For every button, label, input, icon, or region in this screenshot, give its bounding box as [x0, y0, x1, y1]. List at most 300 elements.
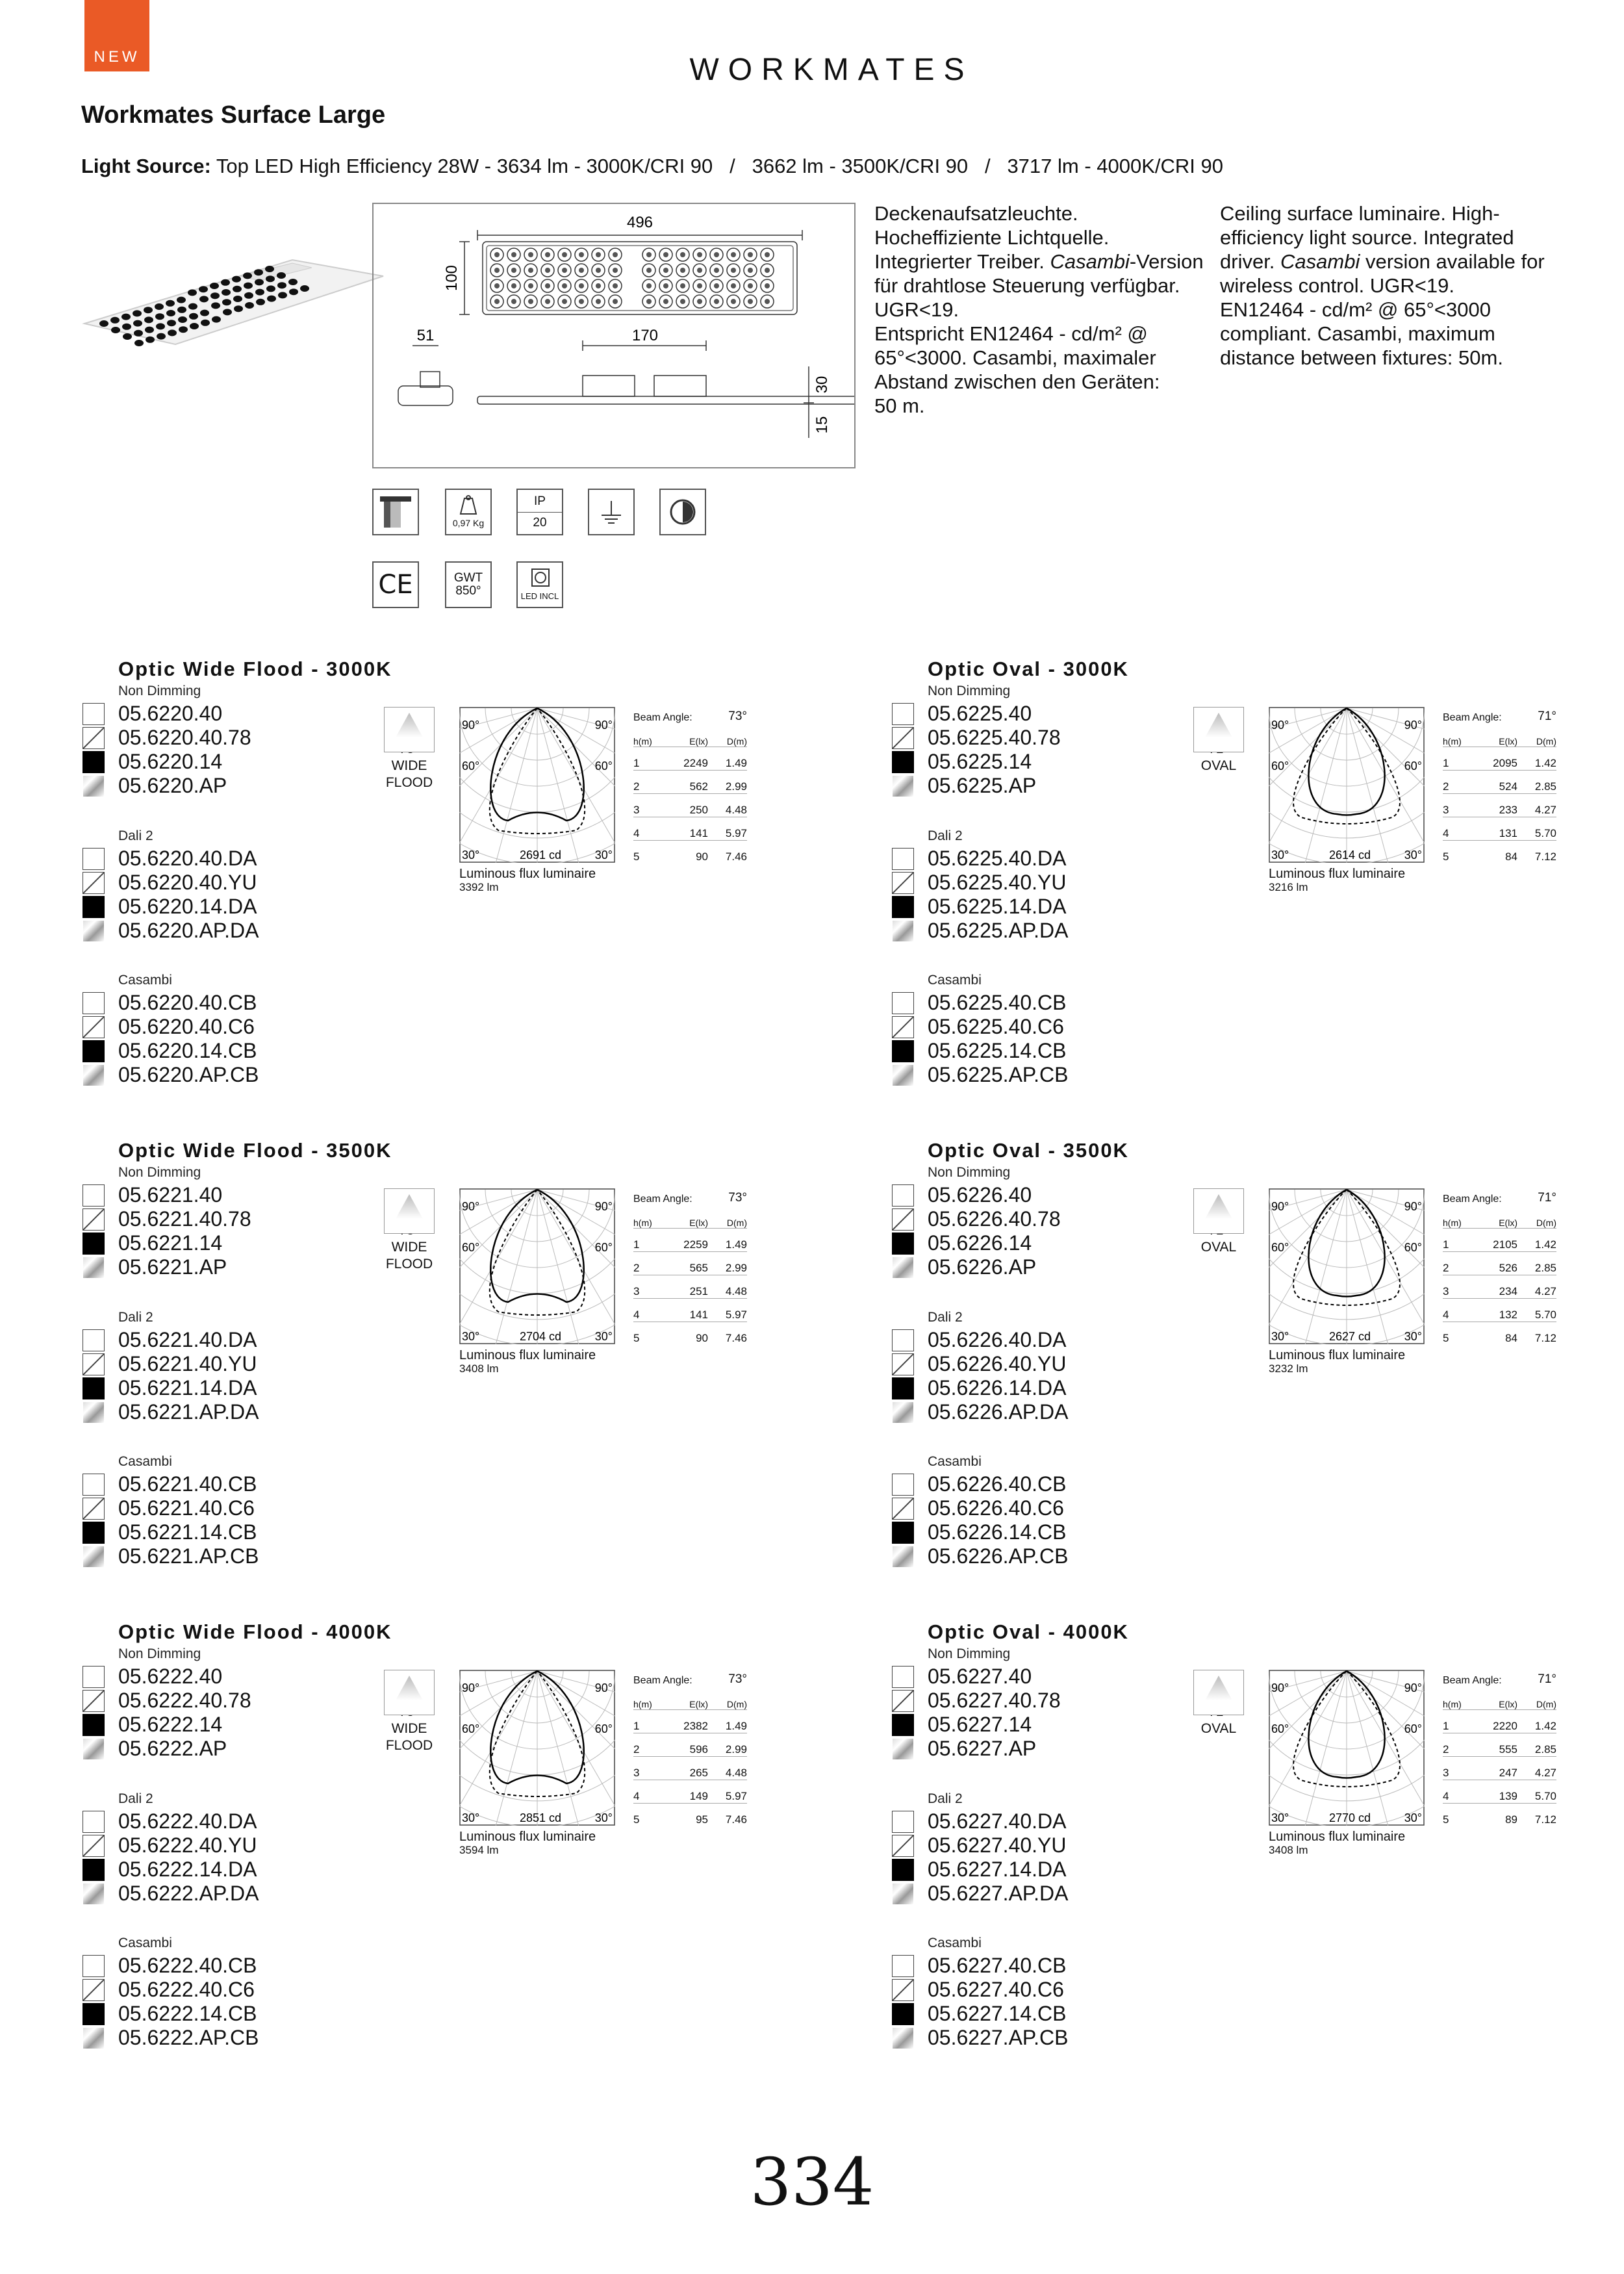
beam-table-cell: 2.99 [725, 780, 747, 793]
product-title: Workmates Surface Large [81, 101, 386, 129]
led-optic-center [714, 299, 719, 304]
beam-table-cell: 1 [633, 1238, 640, 1251]
non-dimming-code: 05.6222.40.78 [118, 1689, 251, 1712]
beam-shape-icon [384, 1670, 435, 1715]
casambi-code: 05.6226.14.CB [928, 1520, 1067, 1544]
polar-photometric-diagram [459, 1188, 615, 1344]
angle-label-30-left: 30° [462, 1330, 480, 1343]
led-optic-center [545, 252, 550, 257]
render-led-dot [166, 310, 175, 316]
finish-swatch-grad [82, 920, 105, 942]
beam-table-cell: 3 [1443, 804, 1449, 816]
finish-swatch-white [82, 1811, 105, 1833]
beam-table-cell: 565 [689, 1262, 708, 1274]
render-led-dot [155, 303, 164, 310]
finish-swatch-diag [82, 1498, 105, 1520]
beam-table-header [1443, 1205, 1556, 1229]
render-led-dot [221, 279, 230, 286]
non-dimming-label: Non Dimming [928, 1165, 1011, 1180]
render-led-dot [222, 299, 231, 305]
optic-beam-icon [383, 1188, 435, 1273]
render-led-dot [155, 313, 164, 320]
finish-swatch-diag [892, 1835, 914, 1857]
beam-table-header [1443, 724, 1556, 747]
beam-table-cell: 2.85 [1534, 1262, 1556, 1274]
finish-swatch-diag [82, 1016, 105, 1038]
led-optic-center [697, 283, 702, 288]
finish-swatch-diag [82, 1208, 105, 1231]
section-title: Optic Oval - 3000K [928, 658, 1129, 680]
brand-title: WORKMATES [689, 53, 974, 87]
beam-table-header [633, 1687, 747, 1710]
beam-table-cell: 1.42 [1534, 1720, 1556, 1732]
render-led-dot [233, 286, 242, 292]
angle-label-60-right: 60° [1404, 1722, 1422, 1735]
beam-angle-value: 71° [1538, 709, 1556, 723]
description-de: Deckenaufsatzleuchte. Hocheffiziente Lichtquelle. Integrierter Treiber. Casambi-Version für drahtlose Steuerung verfügbar. UGR<19. Entspricht EN12464 - cd/m² @ 65°<3000. Casambi, maximaler Abstand zwischen den Geräten: 50 m. [874, 202, 1204, 417]
angle-label-60-left: 60° [1271, 1722, 1289, 1735]
led-optic-center [613, 283, 618, 288]
dali-code: 05.6226.AP.DA [928, 1400, 1069, 1424]
beam-table-cell: 90 [696, 850, 708, 863]
optic-name: OVAL [1200, 1721, 1237, 1736]
finish-swatch-black [892, 896, 914, 918]
peak-candela-value: 2614 cd [1328, 849, 1371, 862]
casambi-code: 05.6225.AP.CB [928, 1063, 1069, 1086]
led-optic-center [714, 252, 719, 257]
beam-table-cell: 141 [689, 827, 708, 839]
beam-angle-row [633, 1666, 747, 1687]
render-led-dot [188, 289, 197, 296]
angle-label-30-right: 30° [594, 1811, 613, 1824]
beam-table-cell: 4.48 [725, 1285, 747, 1297]
led-optic-center [562, 283, 567, 288]
beam-table-cell: 4.27 [1534, 1767, 1556, 1779]
led-optic-center [613, 299, 618, 304]
render-led-dot [266, 285, 275, 292]
render-led-dot [265, 266, 274, 272]
angle-label-90-right: 90° [594, 719, 613, 732]
render-led-dot [233, 296, 242, 302]
non-dimming-code: 05.6227.40 [928, 1665, 1032, 1688]
finish-swatch-grad [82, 1738, 105, 1760]
beam-table-cell: 265 [689, 1767, 708, 1779]
led-optic-center [494, 299, 500, 304]
beam-table-cell: 7.46 [725, 1813, 747, 1826]
new-badge: NEW [84, 0, 149, 71]
beam-table-cell: 4.48 [725, 1767, 747, 1779]
led-optic-center [511, 299, 516, 304]
polar-photometric-diagram [459, 707, 615, 863]
beam-table-cell: 2249 [683, 757, 708, 769]
optic-name-2: FLOOD [385, 775, 433, 790]
luminous-flux-value: 3594 lm [459, 1844, 499, 1856]
beam-table-row [633, 817, 747, 841]
casambi-label: Casambi [118, 973, 172, 988]
beam-table-row [1443, 1322, 1556, 1345]
light-source [81, 155, 1223, 178]
header-h: h(m) [1443, 736, 1462, 747]
beam-table-row [1443, 747, 1556, 771]
peak-candela-value: 2770 cd [1328, 1811, 1371, 1824]
section-title: Optic Wide Flood - 3000K [118, 658, 392, 680]
casambi-label: Casambi [928, 1454, 982, 1469]
beam-table-row [633, 1733, 747, 1757]
beam-table-cell: 2 [633, 1743, 640, 1756]
non-dimming-label: Non Dimming [118, 1165, 201, 1180]
beam-table-cell: 2259 [683, 1238, 708, 1251]
angle-label-30-left: 30° [1271, 1811, 1289, 1824]
dali-label: Dali 2 [928, 828, 963, 843]
angle-label-60-left: 60° [462, 1722, 480, 1735]
beam-data-table [1443, 1666, 1556, 1826]
beam-shape-icon [384, 1188, 435, 1234]
render-led-dot [278, 292, 287, 298]
beam-table-cell: 5 [633, 850, 640, 863]
beam-angle-label: Beam Angle: [633, 712, 692, 723]
beam-table-cell: 131 [1499, 827, 1517, 839]
peak-candela-value: 2691 cd [519, 849, 562, 862]
section-title: Optic Oval - 4000K [928, 1620, 1129, 1643]
beam-table-cell: 2382 [683, 1720, 708, 1732]
led-optic-center [765, 283, 770, 288]
beam-table-cell: 4.27 [1534, 1285, 1556, 1297]
beam-table-cell: 2.99 [725, 1743, 747, 1756]
beam-table-row [633, 1299, 747, 1322]
led-optic-center [697, 268, 702, 273]
render-led-dot [223, 309, 232, 315]
finish-swatch-black [82, 1522, 105, 1544]
dim-length: 496 [626, 214, 653, 231]
finish-swatch-grad [892, 1738, 914, 1760]
beam-table-cell: 1 [1443, 1720, 1449, 1732]
beam-angle-value: 71° [1538, 1672, 1556, 1686]
finish-swatch-diag [892, 1016, 914, 1038]
render-led-dot [177, 307, 186, 313]
luminous-flux-label: Luminous flux luminaire [459, 867, 596, 881]
led-optic-center [680, 283, 685, 288]
led-optic-center [680, 268, 685, 273]
beam-table-row [633, 841, 747, 863]
beam-table-header [633, 724, 747, 747]
beam-data-table [633, 1666, 747, 1826]
angle-label-60-right: 60° [1404, 1241, 1422, 1254]
optic-beam-icon [383, 707, 435, 791]
angle-label-60-left: 60° [462, 1241, 480, 1254]
dali-code: 05.6220.14.DA [118, 895, 257, 918]
finish-swatch-diag [82, 1835, 105, 1857]
led-optic-center [494, 268, 500, 273]
dali-code: 05.6221.40.DA [118, 1328, 257, 1351]
finish-swatch-diag [892, 1498, 914, 1520]
finish-swatch-grad [82, 1401, 105, 1424]
beam-table-cell: 555 [1499, 1743, 1517, 1756]
finish-swatch-grad [892, 920, 914, 942]
led-optic-center [663, 299, 668, 304]
beam-table-cell: 2220 [1493, 1720, 1517, 1732]
light-source-text: Top LED High Efficiency 28W - 3634 lm - 3000K/CRI 90 / 3662 lm - 3500K/CRI 90 / 3717 lm - 4000K/CRI 90 [216, 155, 1224, 177]
render-led-dot [110, 317, 120, 324]
finish-swatch-black [892, 1522, 914, 1544]
beam-table-row [1443, 1229, 1556, 1252]
luminous-flux-label: Luminous flux luminaire [1269, 1830, 1406, 1844]
beam-table-cell: 1 [633, 1720, 640, 1732]
header-h: h(m) [1443, 1218, 1462, 1228]
render-led-dot [121, 314, 131, 320]
casambi-label: Casambi [118, 1935, 172, 1950]
header-h: h(m) [633, 1699, 652, 1709]
beam-table-cell: 5 [1443, 1813, 1449, 1826]
render-led-dot [177, 297, 186, 303]
header-d: D(m) [1536, 1699, 1556, 1709]
dali-code: 05.6221.14.DA [118, 1376, 257, 1399]
finish-swatch-white [892, 1955, 914, 1977]
finish-swatch-black [82, 896, 105, 918]
casambi-code: 05.6220.AP.CB [118, 1063, 259, 1086]
header-h: h(m) [1443, 1699, 1462, 1709]
dim-center: 170 [631, 327, 659, 344]
casambi-code: 05.6226.40.C6 [928, 1496, 1064, 1520]
beam-table-cell: 4 [633, 1309, 640, 1321]
finish-swatch-white [892, 1666, 914, 1688]
beam-table-cell: 5.70 [1534, 1309, 1556, 1321]
finish-swatch-white [82, 1474, 105, 1496]
render-led-dot [156, 323, 165, 329]
led-optic-center [494, 283, 500, 288]
render-led-dot [289, 288, 298, 295]
dali-code: 05.6222.40.YU [118, 1833, 257, 1857]
dali-code: 05.6225.AP.DA [928, 919, 1069, 942]
led-optic-center [663, 268, 668, 273]
finish-swatch-white [892, 848, 914, 870]
beam-table-cell: 233 [1499, 804, 1517, 816]
non-dimming-code: 05.6225.40 [928, 702, 1032, 725]
casambi-code: 05.6225.40.CB [928, 991, 1067, 1014]
beam-angle-row [633, 703, 747, 724]
dali-code: 05.6226.40.YU [928, 1352, 1067, 1375]
beam-table-cell: 84 [1505, 1332, 1517, 1344]
dali-code: 05.6225.40.YU [928, 871, 1067, 894]
casambi-code: 05.6227.40.CB [928, 1954, 1067, 1977]
casambi-code: 05.6222.40.C6 [118, 1978, 255, 2001]
optic-name: OVAL [1200, 758, 1237, 773]
dali-code: 05.6222.40.DA [118, 1809, 257, 1833]
angle-label-60-right: 60° [1404, 760, 1422, 773]
non-dimming-code: 05.6225.40.78 [928, 726, 1061, 749]
non-dimming-code: 05.6227.14 [928, 1713, 1032, 1736]
beam-table-cell: 2.99 [725, 1262, 747, 1274]
render-led-dot [133, 320, 142, 327]
finish-swatch-grad [892, 1064, 914, 1086]
render-led-dot [111, 327, 120, 333]
non-dimming-code: 05.6226.40.78 [928, 1207, 1061, 1231]
beam-table-cell: 4 [633, 1790, 640, 1802]
non-dimming-code: 05.6226.AP [928, 1255, 1037, 1279]
beam-table-cell: 247 [1499, 1767, 1517, 1779]
led-optic-center [613, 268, 618, 273]
beam-table-cell: 3 [633, 1767, 640, 1779]
beam-table-header [1443, 1687, 1556, 1710]
casambi-label: Casambi [118, 1454, 172, 1469]
finish-swatch-diag [892, 872, 914, 894]
beam-table-cell: 5 [633, 1813, 640, 1826]
render-led-dot [189, 313, 198, 320]
header-e: E(lx) [689, 736, 708, 747]
finish-swatch-black [892, 2003, 914, 2025]
beam-table-cell: 5 [1443, 1332, 1449, 1344]
beam-table-cell: 1.42 [1534, 757, 1556, 769]
beam-table-cell: 84 [1505, 850, 1517, 863]
angle-label-90-right: 90° [1404, 1681, 1422, 1694]
finish-swatch-white [82, 848, 105, 870]
technical-drawing [372, 203, 856, 468]
render-led-dot [267, 296, 276, 302]
peak-candela-value: 2627 cd [1328, 1330, 1371, 1343]
beam-table-cell: 4 [1443, 1309, 1449, 1321]
led-optic-center [545, 268, 550, 273]
header-h: h(m) [633, 736, 652, 747]
beam-table-cell: 90 [696, 1332, 708, 1344]
beam-table-row [1443, 1757, 1556, 1780]
finish-swatch-grad [82, 2027, 105, 2049]
casambi-code: 05.6221.14.CB [118, 1520, 257, 1544]
finish-swatch-diag [892, 1979, 914, 2001]
render-led-dot [122, 324, 131, 330]
beam-table-cell: 2105 [1493, 1238, 1517, 1251]
dali-code: 05.6227.AP.DA [928, 1882, 1069, 1905]
optic-name-2: FLOOD [385, 1738, 433, 1753]
beam-angle-label: Beam Angle: [1443, 1675, 1502, 1686]
beam-table-cell: 2.85 [1534, 1743, 1556, 1756]
render-led-dot [166, 300, 175, 307]
non-dimming-code: 05.6222.14 [118, 1713, 223, 1736]
beam-table-cell: 95 [696, 1813, 708, 1826]
optic-beam-icon [383, 1670, 435, 1754]
header-d: D(m) [1536, 736, 1556, 747]
finish-swatch-diag [82, 1353, 105, 1375]
finish-swatch-black [82, 1714, 105, 1736]
header-d: D(m) [1536, 1218, 1556, 1228]
angle-label-30-left: 30° [462, 1811, 480, 1824]
led-optic-center [528, 268, 533, 273]
optic-name-2: FLOOD [385, 1257, 433, 1271]
led-optic-center [511, 268, 516, 273]
weight-icon: 0,97 Kg [445, 489, 492, 535]
luminous-flux-label: Luminous flux luminaire [459, 1830, 596, 1844]
led-optic-center [528, 283, 533, 288]
render-led-dot [243, 272, 252, 279]
finish-swatch-diag [892, 1353, 914, 1375]
beam-table-cell: 5.97 [725, 827, 747, 839]
led-optic-center [697, 299, 702, 304]
angle-label-30-right: 30° [594, 1330, 613, 1343]
beam-angle-value: 71° [1538, 1191, 1556, 1205]
finish-swatch-white [82, 1184, 105, 1207]
header-d: D(m) [726, 736, 747, 747]
finish-swatch-grad [82, 1064, 105, 1086]
beam-table-cell: 4 [1443, 827, 1449, 839]
render-led-dot [123, 333, 132, 340]
finish-swatch-diag [892, 727, 914, 749]
beam-angle-label: Beam Angle: [1443, 712, 1502, 723]
render-led-dot [145, 327, 154, 333]
non-dimming-code: 05.6221.40 [118, 1183, 223, 1207]
beam-table-row [633, 1710, 747, 1733]
non-dimming-code: 05.6227.AP [928, 1737, 1037, 1760]
casambi-code: 05.6225.14.CB [928, 1039, 1067, 1062]
beam-table-row [1443, 841, 1556, 863]
beam-table-cell: 1 [1443, 757, 1449, 769]
luminous-flux-label: Luminous flux luminaire [1269, 867, 1406, 881]
led-optic-center [579, 268, 584, 273]
beam-table-header [633, 1205, 747, 1229]
render-led-dot [178, 316, 187, 323]
render-led-dot [232, 276, 241, 283]
beam-table-row [633, 794, 747, 817]
render-led-dot [210, 283, 219, 289]
led-optic-center [494, 252, 500, 257]
led-optic-center [731, 283, 736, 288]
dim-height: 100 [443, 264, 461, 292]
beam-angle-value: 73° [728, 1191, 747, 1205]
polar-photometric-diagram [459, 1670, 615, 1826]
led-optic-center [562, 252, 567, 257]
dali-code: 05.6226.40.DA [928, 1328, 1067, 1351]
beam-table-cell: 526 [1499, 1262, 1517, 1274]
finish-swatch-black [892, 751, 914, 773]
casambi-label: Casambi [928, 973, 982, 988]
led-optic-center [765, 252, 770, 257]
angle-label-30-left: 30° [462, 849, 480, 862]
led-optic-center [528, 252, 533, 257]
optic-beam-icon [1193, 1188, 1245, 1256]
led-optic-center [545, 299, 550, 304]
beam-table-row [633, 1229, 747, 1252]
dali-code: 05.6226.14.DA [928, 1376, 1067, 1399]
render-led-dot [199, 296, 209, 302]
finish-swatch-black [82, 1233, 105, 1255]
beam-table-row [1443, 1710, 1556, 1733]
finish-swatch-black [892, 1377, 914, 1399]
description-en: Ceiling surface luminaire. High- efficiency light source. Integrated driver. Casambi version available for wireless control. UGR<19. EN12464 - cd/m² @ 65°<3000 compliant. Casambi, maximum distance between fixtures: 50m. [1220, 202, 1545, 369]
led-optic-center [579, 299, 584, 304]
render-led-dot [212, 316, 221, 323]
beam-data-table [633, 1184, 747, 1345]
optic-beam-icon [1193, 1670, 1245, 1737]
header-e: E(lx) [689, 1218, 708, 1228]
non-dimming-code: 05.6226.40 [928, 1183, 1032, 1207]
dali-code: 05.6220.AP.DA [118, 919, 259, 942]
beam-table-cell: 5.97 [725, 1790, 747, 1802]
optic-name: WIDE [391, 758, 427, 773]
led-optic-center [765, 299, 770, 304]
luminous-flux-value: 3232 lm [1269, 1362, 1308, 1375]
dali-code: 05.6221.40.YU [118, 1352, 257, 1375]
angle-label-60-left: 60° [462, 760, 480, 773]
angle-label-90-right: 90° [1404, 1200, 1422, 1213]
non-dimming-code: 05.6222.AP [118, 1737, 227, 1760]
led-optic-center [579, 252, 584, 257]
beam-table-cell: 3 [1443, 1767, 1449, 1779]
polar-photometric-diagram [1269, 1670, 1425, 1826]
casambi-code: 05.6221.40.C6 [118, 1496, 255, 1520]
beam-table-row [633, 1252, 747, 1275]
angle-label-60-left: 60° [1271, 760, 1289, 773]
finish-swatch-diag [82, 872, 105, 894]
dali-code: 05.6220.40.YU [118, 871, 257, 894]
led-included-icon: LED INCL [516, 561, 563, 608]
finish-swatch-white [892, 703, 914, 725]
